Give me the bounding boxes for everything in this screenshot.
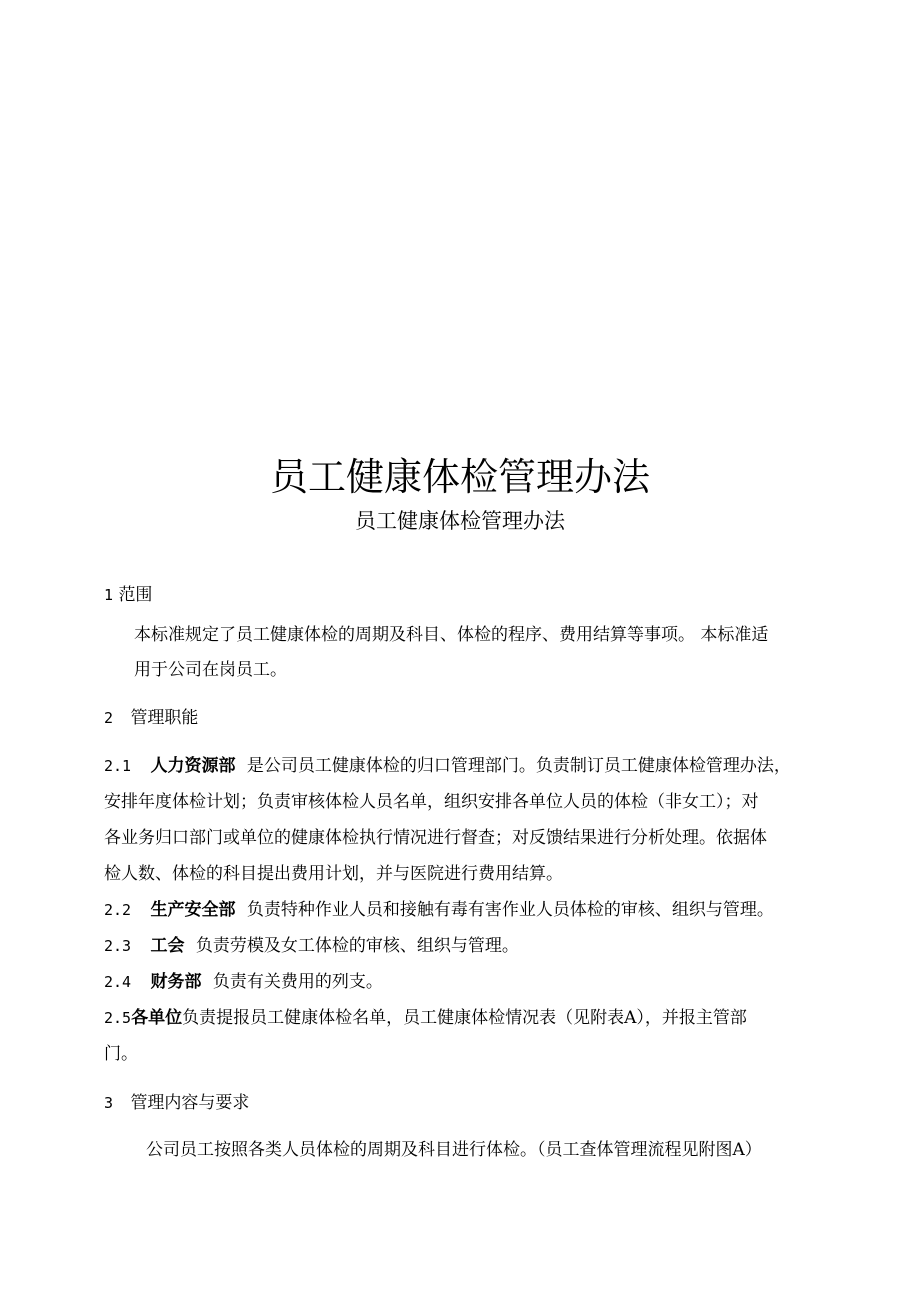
item-2-3 xyxy=(104,934,519,958)
section-1-title: 范围 xyxy=(118,585,153,605)
item-2-2 xyxy=(104,898,774,922)
item-2-5-line-1 xyxy=(104,1006,747,1030)
item-2-4-text: 负责有关费用的列支。 xyxy=(212,972,383,992)
item-2-3-text: 负责劳模及女工体检的审核、组织与管理。 xyxy=(195,936,519,956)
section-3-number: 3 xyxy=(104,1094,114,1112)
section-2-number: 2 xyxy=(104,709,114,727)
item-2-4-dept: 财务部 xyxy=(150,972,202,992)
section-1-number: 1 xyxy=(104,586,114,604)
item-2-5-line-2: 门。 xyxy=(104,1044,138,1064)
item-2-1-line-4: 检人数、体检的科目提出费用计划，并与医院进行费用结算。 xyxy=(104,864,563,884)
item-2-1-line-3: 各业务归口部门或单位的健康体检执行情况进行督查；对反馈结果进行分析处理。依据体 xyxy=(104,828,767,848)
item-2-1-line-1 xyxy=(104,754,791,778)
item-2-4-number: 2.4 xyxy=(104,973,132,991)
item-2-4 xyxy=(104,970,383,994)
item-2-1-line-2: 安排年度体检计划；负责审核体检人员名单，组织安排各单位人员的体检（非女工）；对 xyxy=(104,792,759,812)
item-2-5-text-1: 负责提报员工健康体检名单，员工健康体检情况表（见附表A），并报主管部 xyxy=(182,1008,747,1028)
item-2-5-number: 2.5 xyxy=(104,1009,132,1027)
section-3-title: 管理内容与要求 xyxy=(130,1093,250,1113)
section-2-title: 管理职能 xyxy=(130,708,199,728)
item-2-5-dept: 各单位 xyxy=(131,1008,183,1028)
item-2-3-dept: 工会 xyxy=(150,936,185,956)
section-1-heading xyxy=(104,583,152,607)
item-2-2-number: 2.2 xyxy=(104,901,132,919)
item-2-1-number: 2.1 xyxy=(104,757,132,775)
section-3-heading xyxy=(104,1091,249,1115)
section-1-line-1: 本标准规定了员工健康体检的周期及科目、体检的程序、费用结算等事项。 本标准适 xyxy=(134,625,769,645)
section-2-heading xyxy=(104,706,198,730)
item-2-1-text-1: 是公司员工健康体检的归口管理部门。负责制订员工健康体检管理办法， xyxy=(246,756,791,776)
item-2-2-text: 负责特种作业人员和接触有毒有害作业人员体检的审核、组织与管理。 xyxy=(246,900,774,920)
section-1-line-2: 用于公司在岗员工。 xyxy=(134,660,287,680)
document-subtitle: 员工健康体检管理办法 xyxy=(355,509,565,533)
item-2-1-dept: 人力资源部 xyxy=(150,756,236,776)
section-3-line-1: 公司员工按照各类人员体检的周期及科目进行体检。（员工查体管理流程见附图A） xyxy=(146,1140,762,1160)
document-title: 员工健康体检管理办法 xyxy=(269,455,650,499)
item-2-2-dept: 生产安全部 xyxy=(150,900,236,920)
item-2-3-number: 2.3 xyxy=(104,937,132,955)
